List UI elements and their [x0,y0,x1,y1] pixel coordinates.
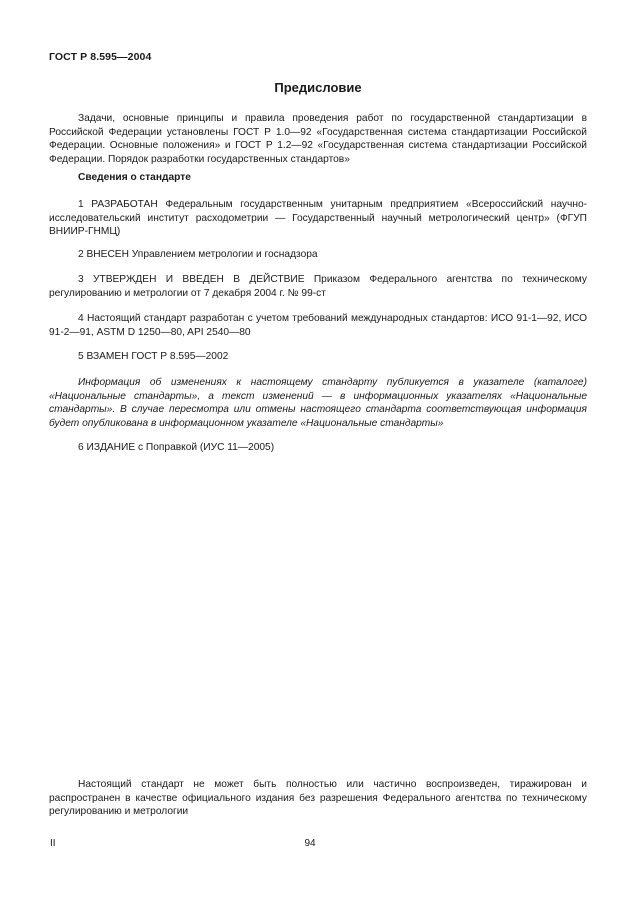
footer-roman-numeral: II [50,838,56,849]
item-5-text: 5 ВЗАМЕН ГОСТ Р 8.595—2002 [78,351,229,362]
item-6 [49,441,587,455]
footer-page-number: 94 [304,838,316,849]
section-subtitle: Сведения о стандарте [78,172,191,183]
info-note-text: Информация об изменениях к настоящему стандарту публикуется в указателе (каталоге) «Национальные стандарты», а текст изменений — в информационных указателях «Национальные стандарты». В случае пересмотра или отмены настоящего стандарта соответствующая информация будет опубликована в информационном указателе «Национальные стандарты» [49,377,587,429]
item-4-text: 4 Настоящий стандарт разработан с учетом требований международных стандартов: ИСО 91-1—92, ИСО 91-2—91, ASTM D 1250—80, API 2540—80 [49,313,587,338]
intro-paragraph [49,112,587,166]
item-4 [49,312,587,339]
info-note [49,376,587,430]
standard-code-header: ГОСТ Р 8.595—2004 [49,51,152,63]
item-3 [49,273,587,300]
copyright-notice-text: Настоящий стандарт не может быть полностью или частично воспроизведен, тиражирован и распространен в качестве официального издания без разрешения Федерального агентства по техническому регулированию и метрологии [49,779,587,817]
item-1-text: 1 РАЗРАБОТАН Федеральным государственным унитарным предприятием «Всероссийский научно-исследовательский институт расходометрии — Государственный научный метрологический центр» (ФГУП ВНИИР-ГНМЦ) [49,199,587,237]
item-1 [49,198,587,239]
item-5 [49,350,587,364]
intro-text: Задачи, основные принципы и правила проведения работ по государственной стандартизации в Российской Федерации установлены ГОСТ Р 1.0—92 «Государственная система стандартизации Российской Федерации. Основные положения» и ГОСТ Р 1.2—92 «Государственная система стандартизации Российской Федерации. Порядок разработки государственных стандартов» [49,113,587,165]
item-2 [49,248,587,262]
item-2-text: 2 ВНЕСЕН Управлением метрологии и госнадзора [78,249,318,260]
item-6-text: 6 ИЗДАНИЕ с Поправкой (ИУС 11—2005) [78,442,275,453]
copyright-notice [49,778,587,819]
page-title: Предисловие [274,80,362,95]
item-3-text: 3 УТВЕРЖДЕН И ВВЕДЕН В ДЕЙСТВИЕ Приказом Федерального агентства по техническому регулированию и метрологии от 7 декабря 2004 г. № 99-ст [49,274,587,299]
